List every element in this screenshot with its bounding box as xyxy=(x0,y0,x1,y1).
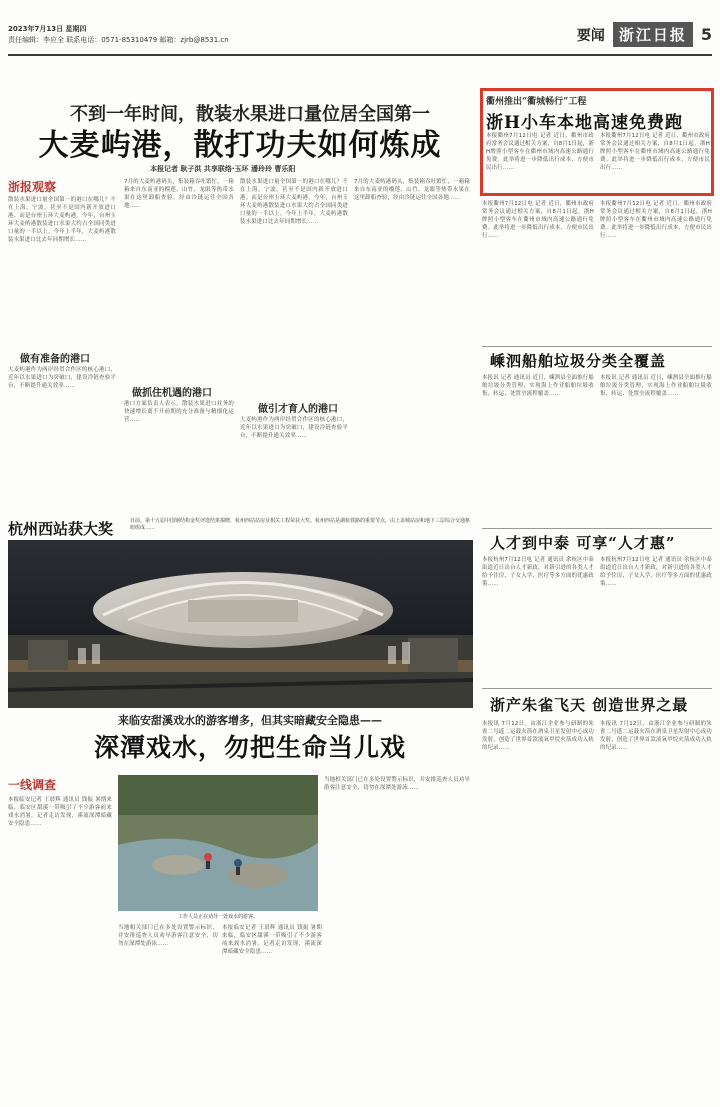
story2-kicker: 来临安甜溪戏水的游客增多，但其实暗藏安全隐患—— xyxy=(118,714,382,727)
lead-text-col3b: 大麦屿港作为两岸经贸合作区的核心港口，近年以水果进口为突破口，建设冷链查验平台，不断提升通关效率…… xyxy=(240,417,348,440)
photo-caption: 日前，第十五届中国钢结构金奖评选结果揭晓，杭州西站站房及相关工程荣获大奖。杭州西站是湖杭铁路的重要节点，由上盖城站房和地下三层综合交通枢纽组成…… xyxy=(130,518,471,531)
column-tag-observe: 浙报观察 xyxy=(8,180,57,194)
river-photo-caption: 工作人员正在劝导一处戏水的游客。 xyxy=(177,914,258,920)
date-line: 2023年7月13日 星期四 xyxy=(8,25,87,33)
masthead xyxy=(577,22,712,47)
right-text-d1: 本报讯 7月12日，由浙江企业参与研制的朱雀二号遥二运载火箭在酒泉卫星发射中心成功发射，创造了世界首款液氧甲烷火箭成功入轨的纪录…… xyxy=(482,721,594,752)
right-head-2: 嵊泗船舶垃圾分类全覆盖 xyxy=(490,352,667,370)
right-text-a4: 本报衢州7月12日电 记者 近日，衢州市政府常务会议通过相关方案，自8月1日起，浙H牌照小型客车在衢州市域内高速公路通行免费。此举将进一步降低出行成本，方便市民出行…… xyxy=(600,201,712,240)
lead-subhead-1: 做有准备的港口 xyxy=(20,354,90,365)
lead-kicker: 不到一年时间，散装水果进口量位居全国第一 xyxy=(70,104,430,125)
story2-title: 深潭戏水，勿把生命当儿戏 xyxy=(93,733,406,762)
story2-text-col2: 当地相关部门已在多处设置警示标识，并安排巡查人员劝导游客注意安全，切勿在深潭处游泳…… xyxy=(118,925,218,948)
lead-text-col1: 散装水果进口量全国第一的港口在哪儿？不在上海，宁波，甚至不是国内新开放进口港。而是台州玉环大麦屿港。今年，台州玉环大麦屿港散装进口水果大约占全国同类进口量的一半以上。今年上半年，大麦屿港散装水果进口比去年同期增长…… xyxy=(8,197,116,244)
right-text-a3: 本报衢州7月12日电 记者 近日，衢州市政府常务会议通过相关方案，自8月1日起，浙H牌照小型客车在衢州市域内高速公路通行免费。此举将进一步降低出行成本，方便市民出行…… xyxy=(482,201,594,240)
river-photo xyxy=(118,775,318,911)
station-aerial-photo xyxy=(8,540,473,708)
lead-text-col3: 散装水果进口量全国第一的港口在哪儿？不在上海，宁波，甚至不是国内新开放进口港。而是台州玉环大麦屿港。今年，台州玉环大麦屿港散装进口水果大约占全国同类进口量的一半以上。今年上半年，大麦屿港散装水果进口比去年同期增长…… xyxy=(240,179,348,226)
right-text-a1: 本报衢州7月12日电 记者 近日，衢州市政府常务会议通过相关方案，自8月1日起，浙H牌照小型客车在衢州市域内高速公路通行免费。此举将进一步降低出行成本，方便市民出行…… xyxy=(486,133,594,172)
lead-text-col2b: 港口方面负责人表示，散装水果进口业务的快速增长离不开前期的充分准备与精细化运营…… xyxy=(124,401,234,424)
right-text-c1: 本报杭州7月12日电 记者 通讯员 余杭区中泰街道近日出台人才新政，对新引进的各类人才给予住房、子女入学、医疗等多方面的优惠政策…… xyxy=(482,557,594,588)
lead-text-col1b: 大麦屿港作为两岸经贸合作区的核心港口，近年以水果进口为突破口，建设冷链查验平台，不断提升通关效率…… xyxy=(8,367,116,390)
story2-text-col1: 本报临安记者 王晨辉 通讯员 钱振 暑期来临，临安区甜溪一带吸引了不少游客前来戏水消暑。记者走访发现，溪流深潭暗藏安全隐患…… xyxy=(8,797,112,828)
right-text-d2: 本报讯 7月12日，由浙江企业参与研制的朱雀二号遥二运载火箭在酒泉卫星发射中心成功发射，创造了世界首款液氧甲烷火箭成功入轨的纪录…… xyxy=(600,721,712,752)
right-text-a2: 本报衢州7月12日电 记者 近日，衢州市政府常务会议通过相关方案，自8月1日起，浙H牌照小型客车在衢州市域内高速公路通行免费。此举将进一步降低出行成本，方便市民出行…… xyxy=(600,133,710,172)
right-divider-3 xyxy=(482,688,712,689)
page-number: 5 xyxy=(700,25,712,44)
lead-byline: 本报记者 耿子洪 共享联络·玉环 潘玲玲 曹乐阳 xyxy=(150,165,296,173)
lead-text-col4: 7月的大麦屿港码头，集装箱吞吐繁忙，一箱箱来自东南亚的榴莲、山竹、龙眼等热带水果在这里卸船查验，经由冷链运往全国各地…… xyxy=(354,179,470,202)
column-tag-frontline: 一线调查 xyxy=(8,778,57,792)
story2-text-col4: 当地相关部门已在多处设置警示标识，并安排巡查人员劝导游客注意安全，切勿在深潭处游泳…… xyxy=(324,777,470,792)
lead-subhead-2: 做抓住机遇的港口 xyxy=(132,388,212,399)
right-head-4: 浙产朱雀飞天 创造世界之最 xyxy=(490,696,689,714)
editor-line: 责任编辑：李应全 联系电话：0571-85310479 邮箱：zjrb@8531.cn xyxy=(8,36,229,44)
photo-title: 杭州西站获大奖 xyxy=(8,520,114,538)
section-name: 要闻 xyxy=(576,27,605,44)
lead-subhead-3: 做引才育人的港口 xyxy=(258,404,338,415)
right-title: 浙H小车本地高速免费跑 xyxy=(486,113,684,133)
paper-name: 浙江日报 xyxy=(613,22,693,47)
right-kicker: 衢州推出“衢城畅行”工程 xyxy=(486,97,587,107)
lead-title: 大麦屿港，散打功夫如何炼成 xyxy=(38,128,442,163)
header-meta xyxy=(8,24,229,46)
right-text-b1: 本报讯 记者 通讯员 近日，嵊泗县全面推行船舶垃圾分类管理，实现海上作业船舶垃圾收集、转运、处置全流程覆盖…… xyxy=(482,375,594,398)
station-illustration xyxy=(8,540,473,708)
right-divider-2 xyxy=(482,528,712,529)
right-divider-1 xyxy=(482,346,712,347)
lead-text-col2: 7月的大麦屿港码头，集装箱吞吐繁忙，一箱箱来自东南亚的榴莲、山竹、龙眼等热带水果在这里卸船查验，经由冷链运往全国各地…… xyxy=(124,179,234,210)
story2-text-col3: 本报临安记者 王晨辉 通讯员 钱振 暑期来临，临安区甜溪一带吸引了不少游客前来戏水消暑。记者走访发现，溪流深潭暗藏安全隐患…… xyxy=(222,925,322,956)
page-header xyxy=(8,22,712,56)
right-text-b2: 本报讯 记者 通讯员 近日，嵊泗县全面推行船舶垃圾分类管理，实现海上作业船舶垃圾收集、转运、处置全流程覆盖…… xyxy=(600,375,712,398)
right-text-c2: 本报杭州7月12日电 记者 通讯员 余杭区中泰街道近日出台人才新政，对新引进的各类人才给予住房、子女入学、医疗等多方面的优惠政策…… xyxy=(600,557,712,588)
river-illustration xyxy=(118,775,318,911)
right-head-3: 人才到中泰 可享“人才惠” xyxy=(490,534,676,552)
